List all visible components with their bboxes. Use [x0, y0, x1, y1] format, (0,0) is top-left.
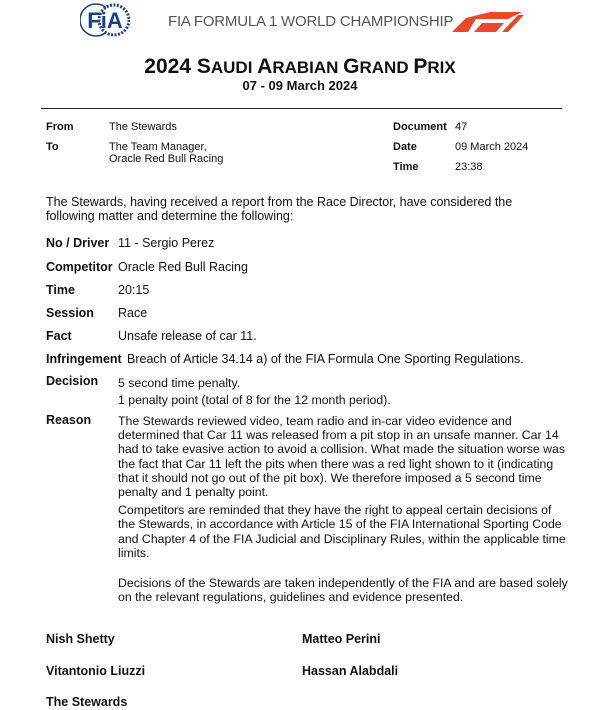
svg-text:FiA: FiA — [87, 8, 123, 33]
session-value: Race — [118, 306, 148, 320]
decision-value-2: 1 penalty point (total of 8 for the 12 month period). — [118, 393, 391, 407]
time-label: Time — [46, 283, 75, 297]
reason-paragraph-3: Decisions of the Stewards are taken independently of the FIA and are based solely on the relevant regulations, guidelines and evidence presented. — [118, 576, 568, 605]
meta-time-label: Time — [393, 161, 419, 173]
fact-label: Fact — [46, 329, 72, 343]
to-label: To — [46, 141, 59, 153]
reason-paragraph-1: The Stewards reviewed video, team radio and in-car video evidence and determined that Car 11 was released from a pit stop in an unsafe manner. Car 14 had to take evasive action to avoid a collision. What made the situation worse was the fact that Car 11 left the pits when there was a red light shown to it (indicating that it should not go out of the pit box). We therefore imposed a 5 second time penalty and 1 penalty point. — [118, 414, 566, 500]
from-label: From — [46, 121, 74, 133]
intro-paragraph: The Stewards, having received a report from the Race Director, have considered the following matter and determine the following: — [46, 195, 513, 223]
competitor-value: Oracle Red Bull Racing — [118, 260, 248, 274]
driver-label: No / Driver — [46, 236, 110, 250]
fact-value: Unsafe release of car 11. — [118, 329, 257, 343]
driver-value: 11 - Sergio Perez — [118, 236, 215, 250]
f1-logo — [452, 10, 524, 32]
document-label: Document — [393, 121, 447, 133]
stewards-footer: The Stewards — [46, 695, 128, 709]
steward-signature: Vitantonio Liuzzi — [46, 664, 146, 678]
decision-label: Decision — [46, 374, 99, 388]
event-dates: 07 - 09 March 2024 — [242, 78, 358, 93]
meta-time-value: 23:38 — [455, 161, 483, 173]
to-value-1: The Team Manager, — [109, 141, 207, 153]
from-value: The Stewards — [109, 121, 177, 133]
document-value: 47 — [455, 121, 468, 133]
reason-label: Reason — [46, 413, 92, 427]
date-value: 09 March 2024 — [455, 141, 529, 153]
fia-logo — [80, 2, 130, 38]
infringement-value: Breach of Article 34.14 a) of the FIA Formula One Sporting Regulations. — [127, 352, 524, 366]
event-title: 2024 SAUDI ARABIAN GRAND PRIX — [144, 55, 456, 78]
time-value: 20:15 — [118, 283, 150, 297]
reason-text — [118, 414, 570, 608]
reason-paragraph-2: Competitors are reminded that they have the right to appeal certain decisions of the Stewards, in accordance with Article 15 of the FIA International Sporting Code and Chapter 4 of the FIA Judicial and Disciplinary Rules, within the applicable time limits. — [118, 503, 566, 560]
infringement-label: Infringement — [46, 352, 122, 366]
to-value-2: Oracle Red Bull Racing — [109, 153, 224, 165]
steward-signature: Hassan Alabdali — [302, 664, 399, 678]
championship-title: FIA FORMULA 1 WORLD CHAMPIONSHIP — [168, 13, 454, 30]
steward-signature: Nish Shetty — [46, 632, 115, 646]
date-label: Date — [393, 141, 417, 153]
divider — [41, 108, 562, 109]
steward-signature: Matteo Perini — [302, 632, 381, 646]
competitor-label: Competitor — [46, 260, 113, 274]
decision-value-1: 5 second time penalty. — [118, 376, 241, 390]
session-label: Session — [46, 306, 94, 320]
